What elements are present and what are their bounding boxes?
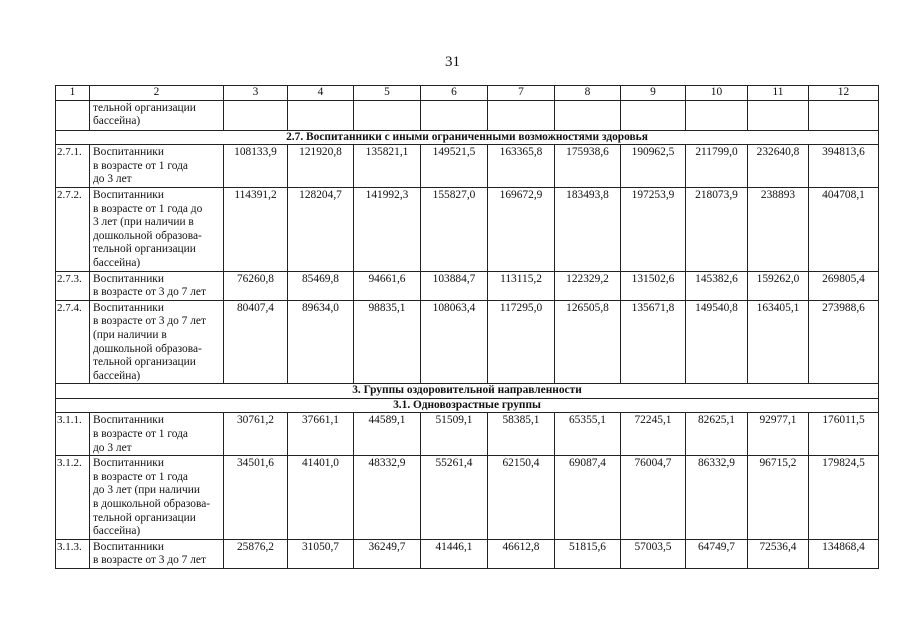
row-name: Воспитанники в возрасте от 1 года до 3 лет	[90, 145, 224, 188]
cell-value: 82625,1	[686, 413, 748, 456]
cell-value: 30761,2	[224, 413, 288, 456]
cell-value: 238893	[748, 187, 809, 271]
cell-value: 135821,1	[354, 145, 421, 188]
table-row	[56, 145, 879, 188]
cell-value: 80407,4	[224, 300, 288, 384]
subsection-heading: 3.1. Одновозрастные группы	[56, 398, 879, 413]
cell-value: 113115,2	[488, 271, 555, 300]
table-row	[56, 539, 879, 568]
cell-value: 108063,4	[421, 300, 488, 384]
section-heading-row	[56, 130, 879, 145]
row-name: Воспитанники в возрасте от 3 до 7 лет	[90, 539, 224, 568]
page-number: 31	[445, 54, 460, 70]
column-number-row	[56, 86, 879, 101]
cell-value: 57003,5	[621, 539, 686, 568]
cell-value: 86332,9	[686, 456, 748, 540]
cell-value: 98835,1	[354, 300, 421, 384]
cell-value: 135671,8	[621, 300, 686, 384]
cell-value: 394813,6	[809, 145, 879, 188]
cell-value: 141992,3	[354, 187, 421, 271]
cell-value: 76260,8	[224, 271, 288, 300]
column-number: 11	[748, 86, 809, 101]
column-number: 3	[224, 86, 288, 101]
cell-value: 404708,1	[809, 187, 879, 271]
cell-value: 108133,9	[224, 145, 288, 188]
cell-value: 96715,2	[748, 456, 809, 540]
row-number: 2.7.4.	[56, 300, 90, 384]
cell-value: 163365,8	[488, 145, 555, 188]
column-number: 1	[56, 86, 90, 101]
row-name: Воспитанники в возрасте от 3 до 7 лет (при наличии в дошкольной образова- тельной организации бассейна)	[90, 300, 224, 384]
cell-value: 72245,1	[621, 413, 686, 456]
cell-value: 76004,7	[621, 456, 686, 540]
cell-value: 179824,5	[809, 456, 879, 540]
cell-value: 114391,2	[224, 187, 288, 271]
cell-value: 121920,8	[288, 145, 354, 188]
cell-value: 128204,7	[288, 187, 354, 271]
table-row	[56, 271, 879, 300]
table-row	[56, 456, 879, 540]
column-number: 6	[421, 86, 488, 101]
table-row	[56, 187, 879, 271]
cell-value: 190962,5	[621, 145, 686, 188]
cell-value: 51815,6	[555, 539, 621, 568]
cell-value: 25876,2	[224, 539, 288, 568]
cell-value: 175938,6	[555, 145, 621, 188]
cell-value: 149521,5	[421, 145, 488, 188]
cell-value: 69087,4	[555, 456, 621, 540]
column-number: 12	[809, 86, 879, 101]
cell-value: 117295,0	[488, 300, 555, 384]
cell-value: 126505,8	[555, 300, 621, 384]
cell-value: 89634,0	[288, 300, 354, 384]
cell-value: 65355,1	[555, 413, 621, 456]
row-number: 2.7.1.	[56, 145, 90, 188]
cell-value: 232640,8	[748, 145, 809, 188]
continuation-row	[56, 100, 879, 130]
cell-value: 169672,9	[488, 187, 555, 271]
column-number: 8	[555, 86, 621, 101]
cell-value: 72536,4	[748, 539, 809, 568]
cell-value: 159262,0	[748, 271, 809, 300]
cell-value: 41401,0	[288, 456, 354, 540]
cell-value: 131502,6	[621, 271, 686, 300]
cell-value: 92977,1	[748, 413, 809, 456]
column-number: 7	[488, 86, 555, 101]
cell-value: 41446,1	[421, 539, 488, 568]
cell-value: 145382,6	[686, 271, 748, 300]
section-heading: 3. Группы оздоровительной направленности	[56, 384, 879, 399]
row-name: тельной организации бассейна)	[90, 100, 224, 130]
cell-value: 211799,0	[686, 145, 748, 188]
row-number: 2.7.3.	[56, 271, 90, 300]
cell-value: 85469,8	[288, 271, 354, 300]
cell-value: 197253,9	[621, 187, 686, 271]
cell-value: 48332,9	[354, 456, 421, 540]
column-number: 4	[288, 86, 354, 101]
cell-value: 55261,4	[421, 456, 488, 540]
cell-value: 34501,6	[224, 456, 288, 540]
cell-value: 58385,1	[488, 413, 555, 456]
row-number: 3.1.2.	[56, 456, 90, 540]
cell-value: 62150,4	[488, 456, 555, 540]
cell-value: 36249,7	[354, 539, 421, 568]
cell-value: 273988,6	[809, 300, 879, 384]
table-row	[56, 413, 879, 456]
row-number: 2.7.2.	[56, 187, 90, 271]
cell-value: 269805,4	[809, 271, 879, 300]
row-name: Воспитанники в возрасте от 3 до 7 лет	[90, 271, 224, 300]
cell-value: 218073,9	[686, 187, 748, 271]
column-number: 2	[90, 86, 224, 101]
column-number: 5	[354, 86, 421, 101]
tariff-table	[55, 85, 879, 569]
section-heading: 2.7. Воспитанники с иными ограниченными возможностями здоровья	[56, 130, 879, 145]
cell-value: 155827,0	[421, 187, 488, 271]
cell-value: 44589,1	[354, 413, 421, 456]
table-row	[56, 300, 879, 384]
subsection-heading-row	[56, 398, 879, 413]
cell-value: 51509,1	[421, 413, 488, 456]
row-number: 3.1.1.	[56, 413, 90, 456]
row-number	[56, 100, 90, 130]
cell-value: 176011,5	[809, 413, 879, 456]
section-heading-row	[56, 384, 879, 399]
cell-value: 64749,7	[686, 539, 748, 568]
cell-value: 46612,8	[488, 539, 555, 568]
row-name: Воспитанники в возрасте от 1 года до 3 лет (при наличии в дошкольной образова- тельной организации бассейна)	[90, 456, 224, 540]
row-name: Воспитанники в возрасте от 1 года до 3 лет	[90, 413, 224, 456]
row-name: Воспитанники в возрасте от 1 года до 3 лет (при наличии в дошкольной образова- тельной организации бассейна)	[90, 187, 224, 271]
row-number: 3.1.3.	[56, 539, 90, 568]
column-number: 10	[686, 86, 748, 101]
cell-value: 183493,8	[555, 187, 621, 271]
cell-value: 134868,4	[809, 539, 879, 568]
cell-value: 163405,1	[748, 300, 809, 384]
column-number: 9	[621, 86, 686, 101]
cell-value: 31050,7	[288, 539, 354, 568]
cell-value: 149540,8	[686, 300, 748, 384]
cell-value: 122329,2	[555, 271, 621, 300]
cell-value: 37661,1	[288, 413, 354, 456]
cell-value: 103884,7	[421, 271, 488, 300]
cell-value: 94661,6	[354, 271, 421, 300]
